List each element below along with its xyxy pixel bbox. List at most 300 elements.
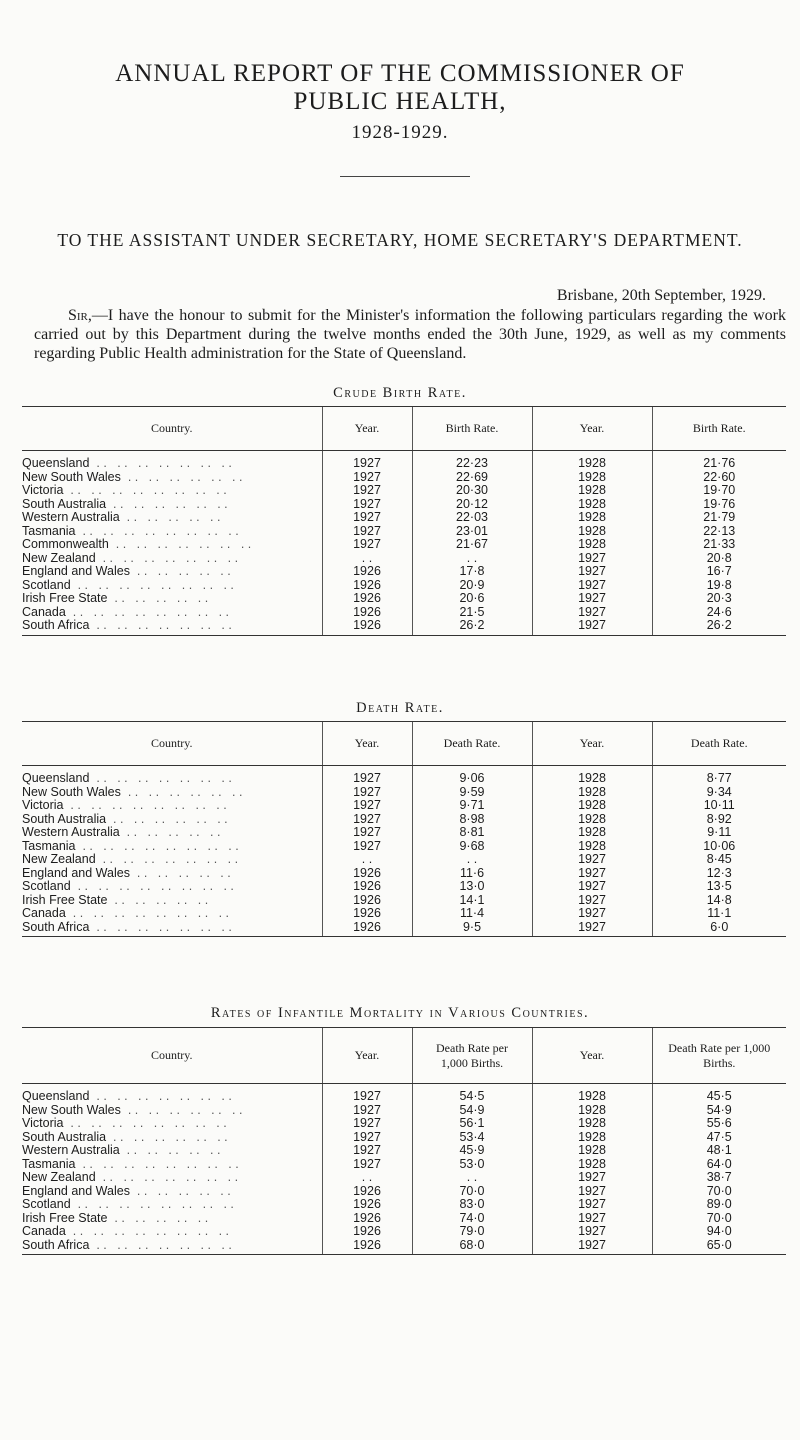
rate-cell: 8·81 [412, 826, 532, 840]
year-cell: 1926 [322, 579, 412, 593]
death-rate-caption: Death Rate. [356, 700, 444, 716]
country-cell [22, 1225, 322, 1239]
table-row [22, 538, 786, 552]
year-cell: 1926 [322, 1212, 412, 1226]
death-rate-table [22, 721, 786, 937]
column-header: Death Rate. [412, 722, 532, 766]
leader-dots: . . . . . . . . . . . . . . . . [70, 880, 234, 893]
table-row [22, 484, 786, 498]
rate-cell: 20·12 [412, 498, 532, 512]
year-cell: . . [322, 1171, 412, 1185]
report-year: 1928-1929. [351, 122, 449, 143]
rate-cell: 20·6 [412, 592, 532, 606]
year-cell: 1927 [322, 498, 412, 512]
rate-cell: 6·0 [652, 921, 786, 937]
leader-dots: . . . . . . . . . . [129, 1184, 231, 1198]
country-name: Queensland [22, 1089, 90, 1103]
country-name: Western Australia [22, 1144, 120, 1157]
column-header: Year. [532, 407, 652, 451]
country-name: Victoria [22, 1117, 64, 1130]
table-row [22, 1131, 786, 1145]
rate-cell: 54·9 [652, 1104, 786, 1118]
year-cell: 1928 [532, 498, 652, 512]
country-name: South Australia [22, 812, 107, 826]
table-row [22, 1212, 786, 1226]
rate-cell: 20·9 [412, 579, 532, 593]
year-cell: 1927 [532, 921, 652, 937]
country-name: South Africa [22, 920, 90, 934]
rate-cell: 70·0 [652, 1185, 786, 1199]
table-row [22, 1198, 786, 1212]
year-cell: 1927 [322, 471, 412, 485]
rate-cell: 56·1 [412, 1117, 532, 1131]
year-cell: 1926 [322, 867, 412, 881]
country-name: South Africa [22, 619, 90, 632]
birth-rate-caption: Crude Birth Rate. [333, 385, 467, 401]
country-name: Victoria [22, 484, 64, 497]
country-cell [22, 579, 322, 593]
table-row [22, 552, 786, 566]
table-row [22, 1239, 786, 1255]
year-cell: 1927 [322, 1158, 412, 1172]
leader-dots: . . . . . . . . . . . . . . [108, 538, 252, 551]
year-cell: 1927 [532, 880, 652, 894]
column-header: Year. [532, 1028, 652, 1084]
country-name: Tasmania [22, 839, 76, 853]
table-row [22, 525, 786, 539]
rate-cell: 9·59 [412, 786, 532, 800]
leader-dots: . . . . . . . . . . . . . . . . [63, 1117, 227, 1130]
country-cell [22, 484, 322, 498]
rate-cell: 8·92 [652, 813, 786, 827]
leader-dots: . . . . . . . . . . . . [120, 470, 243, 484]
country-name: Western Australia [22, 511, 120, 524]
report-title-line1: ANNUAL REPORT OF THE COMMISSIONER OF [115, 60, 685, 87]
rate-cell: 9·06 [412, 766, 532, 786]
table-row [22, 565, 786, 579]
salutation: Sir, [68, 307, 92, 324]
rate-cell: 68·0 [412, 1239, 532, 1255]
country-name: England and Wales [22, 565, 130, 578]
table-row [22, 921, 786, 937]
rate-cell: 20·3 [652, 592, 786, 606]
column-header: Birth Rate. [412, 407, 532, 451]
dateline: Brisbane, 20th September, 1929. [556, 287, 766, 304]
table-row [22, 1117, 786, 1131]
table-row [22, 1104, 786, 1118]
rate-cell: 74·0 [412, 1212, 532, 1226]
year-cell: 1927 [532, 619, 652, 635]
rate-cell: 70·0 [652, 1212, 786, 1226]
country-cell [22, 1144, 322, 1158]
year-cell: 1928 [532, 799, 652, 813]
table-row [22, 579, 786, 593]
leader-dots: . . . . . . . . . . . . . . [89, 771, 232, 785]
table-row [22, 1158, 786, 1172]
country-name: New South Wales [22, 470, 121, 484]
rate-cell: 12·3 [652, 867, 786, 881]
leader-dots: . . . . . . . . . . . . [120, 1103, 243, 1117]
country-name: Canada [22, 605, 66, 619]
year-cell: 1927 [322, 813, 412, 827]
rate-cell: 9·71 [412, 799, 532, 813]
year-cell: 1928 [532, 840, 652, 854]
year-cell: 1928 [532, 766, 652, 786]
rate-cell: 11·4 [412, 907, 532, 921]
table-row [22, 1225, 786, 1239]
year-cell: 1926 [322, 619, 412, 635]
country-name: New Zealand [22, 551, 96, 565]
rate-cell: 11·6 [412, 867, 532, 881]
country-cell [22, 1117, 322, 1131]
year-cell: 1928 [532, 538, 652, 552]
year-cell: 1928 [532, 826, 652, 840]
intro-text: —I have the honour to submit for the Minister's information the following particulars regarding the work carried out by this Department during the twelve months ended the 30th June, 1929, as well as my comments regarding Public Health administration for the State of Queensland. [34, 307, 786, 362]
year-cell: 1927 [322, 840, 412, 854]
rate-cell: 54·5 [412, 1084, 532, 1104]
year-cell: 1927 [322, 799, 412, 813]
rate-cell: 21·33 [652, 538, 786, 552]
rate-cell: 22·69 [412, 471, 532, 485]
country-cell [22, 826, 322, 840]
leader-dots: . . . . . . . . . . [129, 565, 231, 578]
year-cell: 1928 [532, 471, 652, 485]
year-cell: 1926 [322, 894, 412, 908]
year-cell: 1927 [532, 894, 652, 908]
column-header: Birth Rate. [652, 407, 786, 451]
infant-mortality-table [22, 1027, 786, 1255]
year-cell: 1928 [532, 813, 652, 827]
table-row [22, 840, 786, 854]
table-row [22, 511, 786, 525]
country-cell [22, 813, 322, 827]
rate-cell: 47·5 [652, 1131, 786, 1145]
rate-cell: 94·0 [652, 1225, 786, 1239]
leader-dots: . . . . . . . . . . . . . . [89, 920, 232, 934]
year-cell: 1927 [322, 538, 412, 552]
leader-dots: . . . . . . . . . . . . . . [95, 853, 239, 866]
rate-cell: 55·6 [652, 1117, 786, 1131]
year-cell: 1927 [532, 592, 652, 606]
column-header: Country. [22, 1028, 322, 1084]
rate-cell: 16·7 [652, 565, 786, 579]
year-cell: 1927 [532, 1185, 652, 1199]
table-row [22, 853, 786, 867]
year-cell: 1927 [532, 1239, 652, 1255]
column-header: Death Rate. [652, 722, 786, 766]
rate-cell: 8·77 [652, 766, 786, 786]
country-name: South Australia [22, 1130, 107, 1144]
year-cell: 1927 [322, 1117, 412, 1131]
country-name: Scotland [22, 880, 71, 893]
report-title-line2: PUBLIC HEALTH, [293, 88, 507, 115]
rate-cell: 83·0 [412, 1198, 532, 1212]
rate-cell: 26·2 [412, 619, 532, 635]
table-row [22, 471, 786, 485]
rate-cell: 21·76 [652, 451, 786, 471]
year-cell: 1927 [532, 579, 652, 593]
country-name: Tasmania [22, 524, 76, 538]
country-name: Irish Free State [22, 592, 108, 605]
rate-cell: 53·0 [412, 1158, 532, 1172]
leader-dots: . . . . . . . . . . . . . . . . [63, 799, 227, 812]
leader-dots: . . . . . . . . . . . . . . . . [70, 578, 234, 592]
country-cell [22, 498, 322, 512]
country-name: Irish Free State [22, 1211, 108, 1225]
leader-dots: . . . . . . . . . . [119, 1144, 221, 1157]
rate-cell: 53·4 [412, 1131, 532, 1145]
year-cell: 1927 [532, 606, 652, 620]
country-cell [22, 511, 322, 525]
table-row [22, 826, 786, 840]
rate-cell: 22·23 [412, 451, 532, 471]
rate-cell: 22·13 [652, 525, 786, 539]
year-cell: 1927 [532, 1212, 652, 1226]
year-cell: . . [322, 853, 412, 867]
rate-cell: 13·0 [412, 880, 532, 894]
leader-dots: . . . . . . . . . . . . . . . . [65, 1225, 230, 1238]
year-cell: 1927 [322, 766, 412, 786]
birth-rate-table [22, 406, 786, 636]
year-cell: 1928 [532, 1104, 652, 1118]
rate-cell: 10·06 [652, 840, 786, 854]
rate-cell: 22·03 [412, 511, 532, 525]
rate-cell: 13·5 [652, 880, 786, 894]
country-cell [22, 1131, 322, 1145]
column-header: Year. [322, 722, 412, 766]
year-cell: 1927 [532, 853, 652, 867]
rate-cell: 10·11 [652, 799, 786, 813]
country-cell [22, 538, 322, 552]
year-cell: 1927 [322, 826, 412, 840]
year-cell: 1927 [532, 1198, 652, 1212]
country-cell [22, 1185, 322, 1199]
leader-dots: . . . . . . . . . . . . . . . . [63, 484, 227, 497]
table-row [22, 592, 786, 606]
country-cell [22, 921, 322, 937]
year-cell: 1927 [322, 451, 412, 471]
year-cell: 1928 [532, 1158, 652, 1172]
country-name: South Australia [22, 497, 107, 511]
year-cell: 1926 [322, 606, 412, 620]
year-cell: 1926 [322, 907, 412, 921]
year-cell: 1926 [322, 592, 412, 606]
leader-dots: . . . . . . . . . . . . [106, 497, 228, 511]
year-cell: 1928 [532, 511, 652, 525]
country-name: Tasmania [22, 1157, 76, 1171]
intro-paragraph [34, 306, 786, 363]
country-name: Irish Free State [22, 893, 108, 907]
leader-dots: . . . . . . . . . . . . [106, 812, 228, 826]
table-row [22, 1144, 786, 1158]
year-cell: 1926 [322, 1225, 412, 1239]
column-header: Death Rate per 1,000 Births. [412, 1028, 532, 1084]
rate-cell: 54·9 [412, 1104, 532, 1118]
leader-dots: . . . . . . . . . . . . . . . . [75, 839, 239, 853]
year-cell: 1927 [532, 1225, 652, 1239]
year-cell: 1927 [532, 1171, 652, 1185]
year-cell: 1927 [322, 525, 412, 539]
year-cell: 1926 [322, 921, 412, 937]
year-cell: 1927 [322, 1084, 412, 1104]
rate-cell: 38·7 [652, 1171, 786, 1185]
column-header: Country. [22, 407, 322, 451]
country-name: Canada [22, 1225, 66, 1238]
rate-cell: . . [412, 1171, 532, 1185]
column-header: Country. [22, 722, 322, 766]
country-cell [22, 894, 322, 908]
rate-cell: 9·5 [412, 921, 532, 937]
country-cell [22, 1239, 322, 1255]
leader-dots: . . . . . . . . . . [107, 1211, 209, 1225]
country-cell [22, 471, 322, 485]
country-cell [22, 592, 322, 606]
rate-cell: 21·79 [652, 511, 786, 525]
leader-dots: . . . . . . . . . . [107, 893, 209, 907]
year-cell: 1928 [532, 1144, 652, 1158]
year-cell: 1928 [532, 1117, 652, 1131]
country-cell [22, 840, 322, 854]
rate-cell: 21·67 [412, 538, 532, 552]
rate-cell: 14·1 [412, 894, 532, 908]
leader-dots: . . . . . . . . . . . . [120, 785, 243, 799]
year-cell: 1927 [322, 484, 412, 498]
rate-cell: 79·0 [412, 1225, 532, 1239]
leader-dots: . . . . . . . . . . . . . . . . [75, 1157, 239, 1171]
year-cell: 1926 [322, 1198, 412, 1212]
year-cell: 1928 [532, 786, 652, 800]
leader-dots: . . . . . . . . . . . . . . [89, 1238, 232, 1252]
year-cell: 1927 [532, 907, 652, 921]
rate-cell: 19·76 [652, 498, 786, 512]
country-cell [22, 1212, 322, 1226]
year-cell: 1928 [532, 451, 652, 471]
year-cell: 1927 [322, 1104, 412, 1118]
country-name: South Africa [22, 1238, 90, 1252]
table-row [22, 1171, 786, 1185]
country-cell [22, 619, 322, 635]
year-cell: 1928 [532, 1084, 652, 1104]
table-row [22, 498, 786, 512]
table-row [22, 766, 786, 786]
table-row [22, 894, 786, 908]
country-cell [22, 867, 322, 881]
country-cell [22, 451, 322, 471]
country-name: New South Wales [22, 785, 121, 799]
year-cell: 1926 [322, 1239, 412, 1255]
country-name: Queensland [22, 771, 90, 785]
column-header: Death Rate per 1,000 Births. [652, 1028, 786, 1084]
rate-cell: 48·1 [652, 1144, 786, 1158]
rate-cell: 14·8 [652, 894, 786, 908]
year-cell: 1927 [322, 511, 412, 525]
year-cell: 1927 [532, 552, 652, 566]
year-cell: . . [322, 552, 412, 566]
rate-cell: 19·8 [652, 579, 786, 593]
leader-dots: . . . . . . . . . . . . . . [95, 551, 239, 565]
country-name: Scotland [22, 578, 71, 592]
country-name: Canada [22, 907, 66, 920]
leader-dots: . . . . . . . . . . [119, 826, 221, 839]
country-name: New Zealand [22, 1171, 96, 1184]
rate-cell: 17·8 [412, 565, 532, 579]
leader-dots: . . . . . . . . . . . . . . . . [65, 907, 230, 920]
rate-cell: 22·60 [652, 471, 786, 485]
country-cell [22, 766, 322, 786]
rate-cell: 9·68 [412, 840, 532, 854]
table-row [22, 786, 786, 800]
country-name: Victoria [22, 799, 64, 812]
country-cell [22, 1171, 322, 1185]
leader-dots: . . . . . . . . . . . . . . [89, 619, 232, 632]
year-cell: 1928 [532, 1131, 652, 1145]
column-header: Year. [532, 722, 652, 766]
leader-dots: . . . . . . . . . . [129, 866, 231, 880]
rate-cell: 45·9 [412, 1144, 532, 1158]
year-cell: 1926 [322, 565, 412, 579]
table-row [22, 619, 786, 635]
country-cell [22, 880, 322, 894]
rate-cell: 9·11 [652, 826, 786, 840]
infant-mortality-caption: Rates of Infantile Mortality in Various Countries. [210, 1005, 590, 1021]
country-name: Commonwealth [22, 538, 109, 551]
rate-cell: 19·70 [652, 484, 786, 498]
country-cell [22, 786, 322, 800]
year-cell: 1926 [322, 1185, 412, 1199]
year-cell: 1926 [322, 880, 412, 894]
rate-cell: 23·01 [412, 525, 532, 539]
rate-cell: . . [412, 853, 532, 867]
table-row [22, 907, 786, 921]
country-cell [22, 1104, 322, 1118]
country-cell [22, 1084, 322, 1104]
table-row [22, 1185, 786, 1199]
table-row [22, 813, 786, 827]
leader-dots: . . . . . . . . . . . . [106, 1130, 228, 1144]
rate-cell: 70·0 [412, 1185, 532, 1199]
year-cell: 1927 [532, 565, 652, 579]
country-name: New South Wales [22, 1103, 121, 1117]
rate-cell: 8·45 [652, 853, 786, 867]
rate-cell: 20·8 [652, 552, 786, 566]
year-cell: 1927 [322, 786, 412, 800]
rate-cell: . . [412, 552, 532, 566]
leader-dots: . . . . . . . . . . [107, 592, 209, 605]
rate-cell: 65·0 [652, 1239, 786, 1255]
country-name: Western Australia [22, 826, 120, 839]
table-row [22, 867, 786, 881]
table-row [22, 799, 786, 813]
rate-cell: 45·5 [652, 1084, 786, 1104]
country-cell [22, 1158, 322, 1172]
country-cell [22, 799, 322, 813]
column-header: Year. [322, 407, 412, 451]
year-cell: 1927 [322, 1144, 412, 1158]
rate-cell: 11·1 [652, 907, 786, 921]
rate-cell: 9·34 [652, 786, 786, 800]
rate-cell: 21·5 [412, 606, 532, 620]
rate-cell: 26·2 [652, 619, 786, 635]
country-name: Scotland [22, 1198, 71, 1211]
country-name: Queensland [22, 456, 90, 470]
table-row [22, 1084, 786, 1104]
country-name: England and Wales [22, 866, 130, 880]
country-cell [22, 853, 322, 867]
country-cell [22, 565, 322, 579]
table-row [22, 606, 786, 620]
country-cell [22, 606, 322, 620]
rate-cell: 64·0 [652, 1158, 786, 1172]
